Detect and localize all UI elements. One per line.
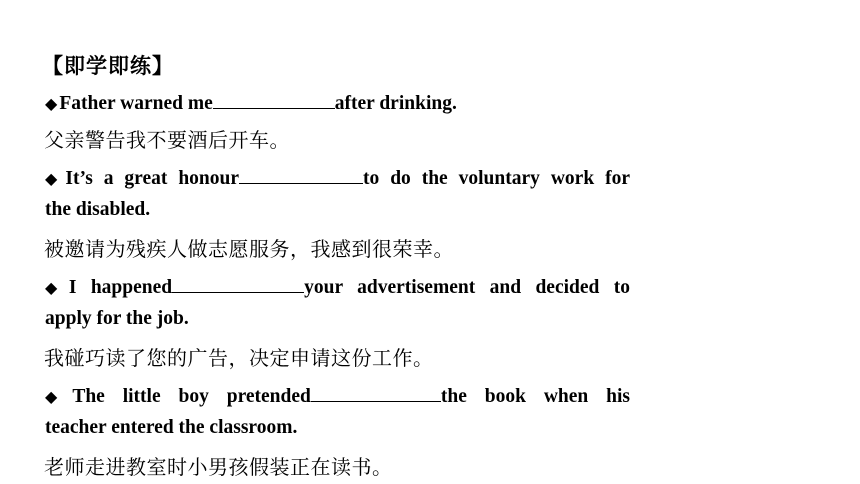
exercise-2-text-after: to do the voluntary work for bbox=[363, 168, 630, 189]
exercise-2-continuation: the disabled. bbox=[45, 199, 151, 220]
exercise-4-sentence bbox=[45, 381, 630, 408]
exercise-3-translation: 我碰巧读了您的广告，决定申请这份工作。 bbox=[44, 346, 434, 370]
diamond-bullet-icon: ◆ bbox=[45, 169, 64, 188]
exercise-1-text-after: after drinking. bbox=[334, 93, 457, 114]
exercise-4-translation: 老师走进教室时小男孩假装正在读书。 bbox=[44, 455, 393, 479]
exercise-4-text-before: The little boy pretended bbox=[72, 386, 311, 407]
diamond-bullet-icon: ◆ bbox=[45, 94, 58, 113]
exercise-3-sentence bbox=[45, 272, 630, 299]
exercise-2-text-before: It’s a great honour bbox=[65, 168, 240, 189]
exercise-2-translation: 被邀请为残疾人做志愿服务，我感到很荣幸。 bbox=[44, 237, 454, 261]
exercise-2-blank[interactable] bbox=[239, 163, 363, 184]
exercise-1-blank[interactable] bbox=[213, 88, 335, 109]
exercise-3-text-before: I happened bbox=[68, 277, 173, 298]
exercise-1-sentence bbox=[45, 88, 630, 115]
exercise-3-text-after: your advertisement and decided to bbox=[304, 277, 630, 298]
diamond-bullet-icon: ◆ bbox=[45, 278, 67, 297]
exercise-1-translation: 父亲警告我不要酒后开车。 bbox=[44, 128, 290, 152]
exercise-4-blank[interactable] bbox=[311, 381, 441, 402]
diamond-bullet-icon: ◆ bbox=[45, 387, 71, 406]
exercise-4-text-after: the book when his bbox=[440, 386, 630, 407]
exercise-1-text-before: Father warned me bbox=[59, 93, 213, 114]
exercise-4-continuation: teacher entered the classroom. bbox=[45, 417, 298, 438]
exercise-3-continuation: apply for the job. bbox=[45, 308, 189, 329]
section-heading: 【即学即练】 bbox=[42, 54, 174, 78]
exercise-3-blank[interactable] bbox=[172, 272, 304, 293]
exercise-2-sentence bbox=[45, 163, 630, 190]
